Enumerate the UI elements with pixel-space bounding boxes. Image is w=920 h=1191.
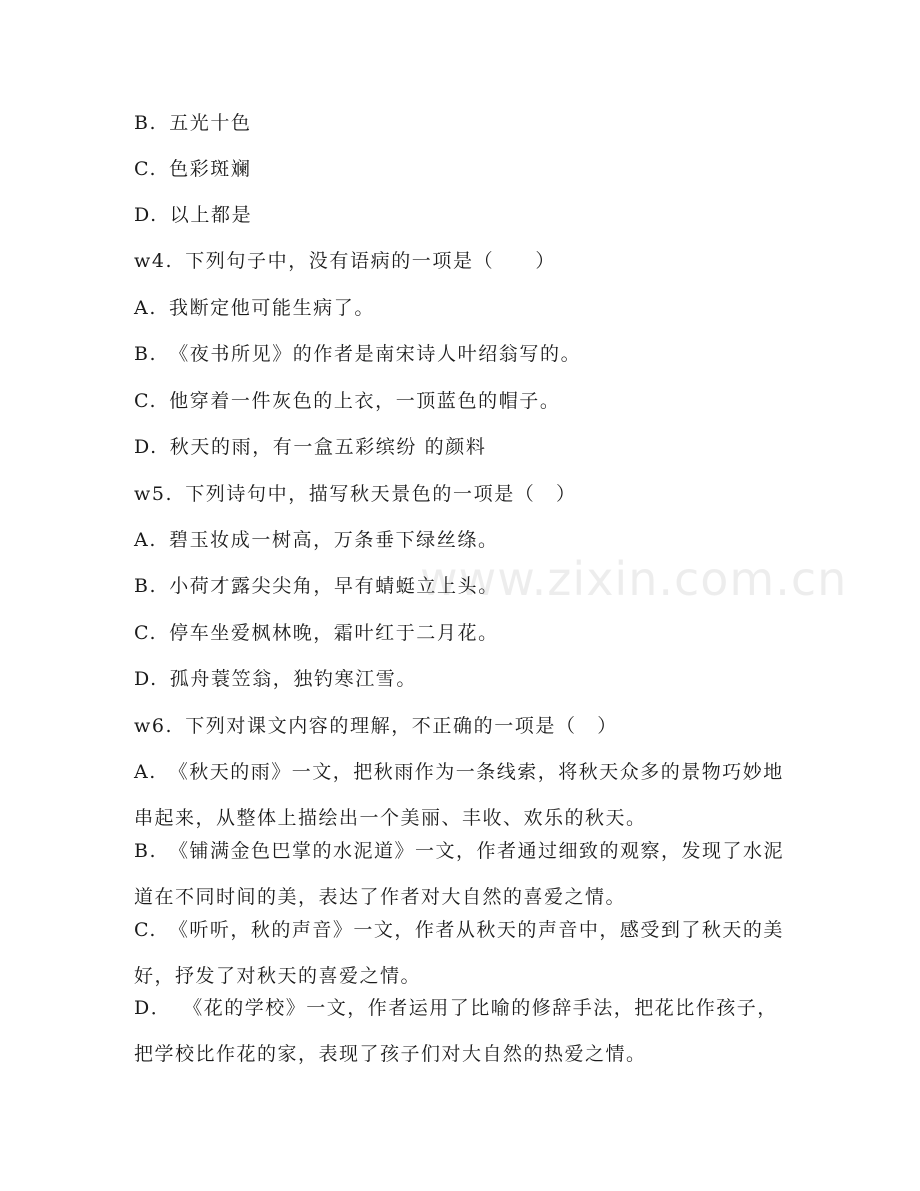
q3-option-d (134, 203, 794, 227)
question-number: w5. (134, 483, 174, 505)
option-label: D. (134, 668, 158, 690)
q3-option-c (134, 157, 794, 181)
option-label: B. (134, 343, 158, 365)
option-label: C. (134, 622, 158, 644)
option-label: B. (134, 575, 158, 597)
option-text: 《听听，秋的声音》一文，作者从秋天的声音中，感受到了秋天的美好，抒发了对秋天的喜爱之情。 (134, 919, 784, 987)
option-label: B. (134, 112, 158, 134)
option-text: 孤舟蓑笠翁，独钓寒江雪。 (169, 668, 417, 690)
option-label: C. (134, 390, 158, 412)
option-text: 小荷才露尖尖角，早有蜻蜓立上头。 (169, 575, 499, 597)
option-text: 《秋天的雨》一文，把秋雨作为一条线索，将秋天众多的景物巧妙地串起来，从整体上描绘出一个美丽、丰收、欢乐的秋天。 (134, 761, 784, 829)
option-text: 《花的学校》一文，作者运用了比喻的修辞手法，把花比作孩子，把学校比作花的家，表现了孩子们对大自然的热爱之情。 (134, 997, 778, 1065)
option-text: 秋天的雨，有一盒五彩缤纷 的颜料 (169, 436, 487, 458)
question-text: 下列对课文内容的理解，不正确的一项是（ ） (185, 715, 618, 737)
option-text: 色彩斑斓 (169, 158, 252, 180)
question-5 (134, 482, 794, 506)
option-text: 停车坐爱枫林晚，霜叶红于二月花。 (169, 622, 499, 644)
q5-option-b (134, 574, 794, 598)
option-label: D. (134, 204, 158, 226)
question-text: 下列句子中，没有语病的一项是（ ） (185, 250, 557, 272)
option-label: A. (134, 529, 157, 551)
question-number: w4. (134, 250, 174, 272)
q4-option-c (134, 389, 794, 413)
option-text: 以上都是 (169, 204, 253, 226)
q4-option-a (134, 296, 794, 320)
question-4 (134, 249, 794, 273)
q4-option-b (134, 342, 794, 366)
q5-option-d (134, 667, 794, 691)
option-label: C. (134, 919, 157, 941)
watermark: www.zixin.com.cn (420, 552, 848, 606)
option-text: 我断定他可能生病了。 (168, 297, 375, 319)
option-label: D． (134, 997, 172, 1019)
option-label: D. (134, 436, 158, 458)
q5-option-a (134, 528, 794, 552)
question-number: w6. (134, 715, 174, 737)
option-text: 五光十色 (169, 112, 252, 134)
q5-option-c (134, 621, 794, 645)
question-text: 下列诗句中，描写秋天景色的一项是（ ） (185, 483, 577, 505)
option-label: C. (134, 158, 158, 180)
question-6 (134, 714, 794, 738)
q3-option-b (134, 111, 794, 135)
option-text: 《夜书所见》的作者是南宋诗人叶绍翁写的。 (169, 343, 582, 365)
option-text: 他穿着一件灰色的上衣，一顶蓝色的帽子。 (169, 390, 561, 412)
option-label: B. (134, 840, 158, 862)
option-text: 《铺满金色巴掌的水泥道》一文，作者通过细致的观察，发现了水泥道在不同时间的美，表达了作者对大自然的喜爱之情。 (134, 840, 785, 908)
option-label: A. (134, 761, 157, 783)
option-text: 碧玉妆成一树高，万条垂下绿丝绦。 (168, 529, 499, 551)
q6-option-d (134, 985, 794, 1077)
option-label: A. (134, 297, 157, 319)
q4-option-d (134, 435, 794, 459)
